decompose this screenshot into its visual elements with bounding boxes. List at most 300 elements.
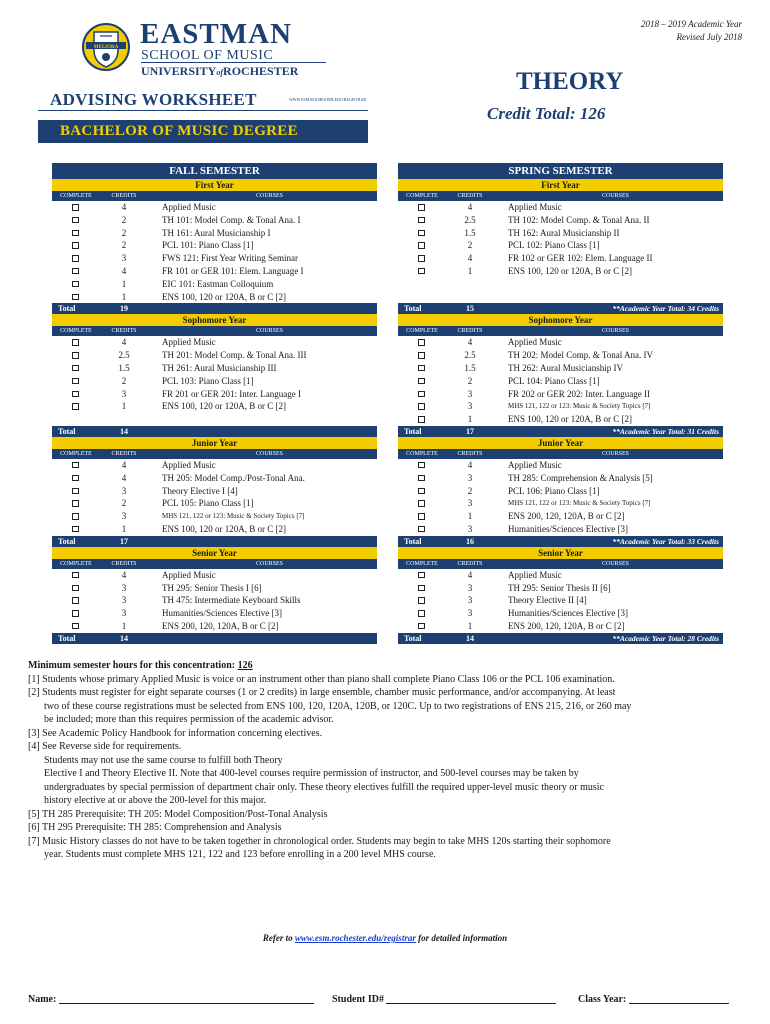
course-row [52, 413, 377, 426]
course-name: TH 101: Model Comp. & Tonal Ana. I [162, 214, 301, 225]
course-credits: 1 [121, 523, 127, 534]
course-name: ENS 100, 120 or 120A, B or C [2] [508, 265, 632, 276]
course-credits: 1 [121, 291, 127, 302]
year-total-row [398, 426, 723, 437]
complete-checkbox[interactable] [418, 623, 425, 630]
course-credits: 2 [121, 240, 127, 251]
total-label: Total [58, 304, 76, 314]
course-row [398, 252, 723, 265]
total-credits: 14 [120, 426, 128, 436]
course-row [52, 472, 377, 485]
col-courses: COURSES [601, 560, 629, 567]
col-courses: COURSES [601, 328, 629, 335]
col-credits: CREDITS [457, 328, 483, 335]
course-credits: 1.5 [464, 362, 476, 373]
course-row [398, 239, 723, 252]
course-row [398, 510, 723, 523]
course-credits: 2 [121, 214, 127, 225]
course-credits: 4 [121, 265, 127, 276]
complete-checkbox[interactable] [418, 242, 425, 249]
complete-checkbox[interactable] [72, 230, 79, 237]
course-credits: 3 [467, 498, 473, 509]
academic-year-total: **Academic Year Total: 34 Credits [612, 304, 719, 314]
course-row [52, 239, 377, 252]
course-name: ENS 200, 120, 120A, B or C [2] [508, 511, 625, 522]
course-name: PCL 106: Piano Class [1] [508, 485, 600, 496]
total-credits: 14 [120, 633, 128, 643]
course-credits: 4 [467, 337, 473, 348]
academic-year-total: **Academic Year Total: 28 Credits [612, 633, 719, 643]
course-name: TH 102: Model Comp. & Tonal Ana. II [508, 214, 650, 225]
course-name: Applied Music [508, 337, 562, 348]
column-headers [398, 191, 723, 201]
col-courses: COURSES [601, 193, 629, 199]
course-name: Applied Music [508, 569, 562, 580]
spring-semester-heading: SPRING SEMESTER [398, 163, 723, 179]
complete-checkbox[interactable] [418, 462, 425, 469]
course-credits: 3 [121, 582, 127, 593]
worksheet-url: WWW.ESM.ROCHESTER.EDU/REGISTRAR [289, 97, 367, 102]
seal-motto: MELIORA [93, 44, 119, 50]
course-name: TH 261: Aural Musicianship III [162, 362, 277, 373]
course-row [398, 375, 723, 388]
course-name: EIC 101: Eastman Colloquium [162, 278, 274, 289]
school-subtitle: SCHOOL OF MUSIC [141, 48, 274, 63]
complete-checkbox[interactable] [418, 365, 425, 372]
course-name: MHS 121, 122 or 123: Music & Society Topics [7] [162, 512, 305, 521]
course-name: Humanities/Sciences Elective [3] [508, 608, 628, 619]
complete-checkbox[interactable] [418, 585, 425, 592]
course-name: TH 201: Model Comp. & Tonal Ana. III [162, 350, 307, 361]
course-name: MHS 121, 122 or 123: Music & Society Topics [7] [508, 499, 651, 508]
course-row [398, 620, 723, 633]
course-credits: 3 [467, 401, 473, 412]
course-name: ENS 200, 120, 120A, B or C [2] [508, 620, 625, 631]
course-name: TH 475: Intermediate Keyboard Skills [162, 595, 301, 606]
complete-checkbox[interactable] [72, 294, 79, 301]
column-headers [52, 191, 377, 201]
course-row [398, 472, 723, 485]
complete-checkbox[interactable] [72, 352, 79, 359]
complete-checkbox[interactable] [418, 416, 425, 423]
col-complete: COMPLETE [406, 560, 438, 567]
col-credits: CREDITS [111, 328, 137, 335]
year-heading: Junior Year [52, 437, 377, 449]
course-row [398, 485, 723, 498]
course-row [398, 607, 723, 620]
complete-checkbox[interactable] [72, 585, 79, 592]
university-name: UNIVERSITYofROCHESTER [141, 64, 299, 78]
year-total-row [52, 426, 377, 437]
total-label: Total [58, 536, 76, 546]
major-title: THEORY [516, 68, 624, 95]
course-row [398, 569, 723, 582]
course-credits: 2.5 [464, 214, 476, 225]
course-credits: 1.5 [464, 227, 476, 238]
complete-checkbox[interactable] [72, 526, 79, 533]
course-name: PCL 101: Piano Class [1] [162, 240, 254, 251]
course-name: Applied Music [508, 459, 562, 470]
complete-checkbox[interactable] [418, 610, 425, 617]
column-headers [52, 449, 377, 459]
col-complete: COMPLETE [406, 328, 438, 335]
note-4-cont: history elective at or above the 200-level for this major. [44, 795, 267, 806]
credit-total: Credit Total: 126 [487, 104, 606, 123]
refer-line: Refer to www.esm.rochester.edu/registrar for detailed information [262, 933, 508, 943]
column-headers [52, 559, 377, 569]
col-credits: CREDITS [457, 450, 483, 457]
course-name: FR 102 or GER 102: Elem. Language II [508, 253, 653, 264]
class-year-field[interactable]: Class Year: [578, 994, 729, 1005]
complete-checkbox[interactable] [72, 572, 79, 579]
course-row [398, 594, 723, 607]
course-name: TH 285: Comprehension & Analysis [5] [508, 472, 653, 483]
col-complete: COMPLETE [60, 450, 92, 457]
course-name: Applied Music [162, 569, 216, 580]
course-row [398, 497, 723, 510]
course-row [52, 336, 377, 349]
course-row [398, 265, 723, 278]
course-credits: 3 [467, 582, 473, 593]
course-name: Applied Music [508, 202, 562, 212]
course-credits: 4 [121, 569, 127, 580]
course-credits: 1 [467, 265, 473, 276]
note-2-cont: two of these course registrations must be selected from ENS 100, 120, 120A, 120B, or 120C. Up to two registrations of ENS 215, 216, or 260 may [44, 700, 632, 712]
course-row [52, 278, 377, 291]
col-courses: COURSES [255, 560, 283, 567]
total-credits: 17 [120, 536, 128, 546]
course-row [52, 459, 377, 472]
course-row [398, 349, 723, 362]
col-complete: COMPLETE [60, 560, 92, 567]
student-id-field[interactable]: Student ID# [332, 994, 556, 1005]
course-row [398, 523, 723, 536]
course-credits: 4 [467, 253, 473, 264]
course-row [52, 375, 377, 388]
year-total-row [52, 303, 377, 314]
academic-year-total: **Academic Year Total: 33 Credits [612, 536, 719, 546]
course-row [52, 227, 377, 240]
note-2: [2] Students must register for eight separate courses (1 or 2 credits) in large ensemble, chamber music performance, and/or accompanying. At least [28, 687, 616, 698]
course-credits: 4 [467, 459, 473, 470]
complete-checkbox[interactable] [72, 623, 79, 630]
note-4: [4] See Reverse side for requirements. [28, 741, 182, 752]
course-name: FR 201 or GER 201: Inter. Language I [162, 388, 301, 399]
course-row [398, 459, 723, 472]
complete-checkbox[interactable] [72, 281, 79, 288]
note-4-cont: Elective I and Theory Elective II. Note that 400-level courses require permission of instructor, and 500-level courses may be taken by [44, 768, 579, 779]
course-name: TH 205: Model Comp./Post-Tonal Ana. [162, 472, 305, 483]
complete-checkbox[interactable] [72, 242, 79, 249]
year-heading: Sophomore Year [52, 314, 377, 326]
course-credits: 3 [121, 608, 127, 619]
complete-checkbox[interactable] [72, 513, 79, 520]
complete-checkbox[interactable] [72, 217, 79, 224]
course-credits: 3 [121, 253, 127, 264]
header-divider [141, 62, 326, 63]
course-row [52, 594, 377, 607]
column-headers [398, 326, 723, 336]
complete-checkbox[interactable] [418, 352, 425, 359]
col-credits: CREDITS [111, 560, 137, 567]
complete-checkbox[interactable] [72, 475, 79, 482]
complete-checkbox[interactable] [72, 403, 79, 410]
course-name: TH 295: Senior Thesis II [6] [508, 582, 611, 593]
complete-checkbox[interactable] [418, 526, 425, 533]
course-credits: 4 [121, 459, 127, 470]
complete-checkbox[interactable] [72, 255, 79, 262]
col-complete: COMPLETE [60, 328, 92, 335]
course-row [398, 413, 723, 426]
course-credits: 2 [121, 227, 127, 238]
course-row [398, 336, 723, 349]
course-row [52, 349, 377, 362]
course-name: Applied Music [162, 459, 216, 470]
course-name: TH 161: Aural Musicianship I [162, 227, 271, 238]
course-row [52, 497, 377, 510]
complete-checkbox[interactable] [418, 217, 425, 224]
eastman-seal-logo [80, 22, 132, 72]
course-credits: 4 [467, 202, 473, 212]
course-credits: 2 [467, 240, 473, 251]
course-credits: 1 [121, 278, 127, 289]
course-row [398, 400, 723, 413]
course-name: ENS 100, 120 or 120A, B or C [2] [162, 401, 286, 412]
course-credits: 3 [121, 595, 127, 606]
course-credits: 3 [467, 388, 473, 399]
course-row [52, 620, 377, 633]
course-credits: 1.5 [118, 362, 130, 373]
complete-checkbox[interactable] [72, 488, 79, 495]
note-2-cont: be included; more than this requires permission of the academic advisor. [44, 714, 334, 725]
complete-checkbox[interactable] [418, 403, 425, 410]
note-1: [1] Students whose primary Applied Music is voice or an instrument other than piano shall complete Piano Class 106 or the PCL 106 examination. [28, 673, 615, 685]
fall-semester-heading: FALL SEMESTER [52, 163, 377, 179]
course-credits: 1 [467, 414, 473, 425]
course-row [398, 362, 723, 375]
course-credits: 1 [121, 401, 127, 412]
year-heading: First Year [52, 179, 377, 191]
course-row [398, 291, 723, 304]
course-credits: 1 [467, 511, 473, 522]
course-row [52, 523, 377, 536]
year-heading: Sophomore Year [398, 314, 723, 326]
col-credits: CREDITS [111, 193, 137, 199]
course-row [52, 388, 377, 401]
col-courses: COURSES [255, 328, 283, 335]
col-courses: COURSES [255, 193, 283, 199]
course-credits: 1 [467, 620, 473, 631]
course-row [52, 362, 377, 375]
complete-checkbox[interactable] [418, 597, 425, 604]
course-credits: 2 [121, 498, 127, 509]
academic-year-total: **Academic Year Total: 31 Credits [612, 426, 719, 436]
year-total-row [398, 536, 723, 547]
year-total-row [52, 536, 377, 547]
total-label: Total [58, 426, 76, 436]
course-row [52, 582, 377, 595]
course-credits: 2 [121, 375, 127, 386]
course-name: PCL 103: Piano Class [1] [162, 375, 254, 386]
column-headers [398, 559, 723, 569]
col-complete: COMPLETE [406, 193, 438, 199]
col-complete: COMPLETE [60, 193, 92, 199]
complete-checkbox[interactable] [418, 230, 425, 237]
degree-banner: BACHELOR OF MUSIC DEGREE [38, 120, 368, 143]
course-credits: 2 [467, 375, 473, 386]
course-credits: 3 [467, 472, 473, 483]
spring-semester-table [398, 163, 723, 644]
course-name: FR 202 or GER 202: Inter. Language II [508, 388, 650, 399]
year-total-row [398, 303, 723, 314]
course-name: Applied Music [162, 202, 216, 212]
fall-semester-table [52, 163, 377, 644]
complete-checkbox[interactable] [72, 610, 79, 617]
course-row [52, 265, 377, 278]
complete-checkbox[interactable] [72, 500, 79, 507]
year-heading: Senior Year [398, 547, 723, 559]
complete-checkbox[interactable] [418, 572, 425, 579]
course-row [52, 291, 377, 304]
worksheet-title: ADVISING WORKSHEET [50, 90, 257, 109]
registrar-link[interactable]: www.esm.rochester.edu/registrar [294, 933, 416, 943]
note-7-cont: year. Students must complete MHS 121, 122 and 123 before enrolling in a 200 level MHS course. [44, 849, 436, 860]
course-name: ENS 100, 120 or 120A, B or C [2] [508, 414, 632, 425]
year-total-row [52, 633, 377, 644]
note-7: [7] Music History classes do not have to be taken together in chronological order. Students may begin to take MHS 120s starting their sophomore [28, 835, 611, 847]
complete-checkbox[interactable] [418, 339, 425, 346]
course-row [52, 201, 377, 214]
complete-checkbox[interactable] [72, 268, 79, 275]
course-credits: 3 [467, 595, 473, 606]
complete-checkbox[interactable] [418, 391, 425, 398]
total-credits: 17 [466, 426, 474, 436]
year-heading: Senior Year [52, 547, 377, 559]
course-row [52, 485, 377, 498]
note-4-cont: undergraduates by special permission of department chair only. These theory electives fulfill the required upper-level music theory or music [44, 781, 604, 793]
course-row [52, 510, 377, 523]
col-credits: CREDITS [457, 193, 483, 199]
complete-checkbox[interactable] [72, 378, 79, 385]
course-name: ENS 100, 120 or 120A, B or C [2] [162, 291, 286, 302]
complete-checkbox[interactable] [72, 391, 79, 398]
year-heading: Junior Year [398, 437, 723, 449]
complete-checkbox[interactable] [418, 488, 425, 495]
name-field[interactable]: Name: [28, 994, 314, 1005]
year-heading: First Year [398, 179, 723, 191]
course-name: Humanities/Sciences Elective [3] [162, 608, 282, 619]
course-credits: 4 [121, 337, 127, 348]
complete-checkbox[interactable] [72, 597, 79, 604]
complete-checkbox[interactable] [418, 475, 425, 482]
course-name: TH 162: Aural Musicianship II [508, 227, 620, 238]
total-credits: 16 [466, 536, 474, 546]
course-credits: 2.5 [464, 350, 476, 361]
course-credits: 3 [121, 388, 127, 399]
complete-checkbox[interactable] [418, 268, 425, 275]
total-label: Total [404, 633, 422, 643]
complete-checkbox[interactable] [418, 378, 425, 385]
course-name: Theory Elective I [4] [162, 485, 238, 496]
year-total-row [398, 633, 723, 644]
course-row [52, 214, 377, 227]
total-label: Total [58, 633, 76, 643]
complete-checkbox[interactable] [418, 500, 425, 507]
course-row [52, 252, 377, 265]
complete-checkbox[interactable] [418, 204, 425, 211]
col-courses: COURSES [601, 450, 629, 457]
course-name: ENS 200, 120, 120A, B or C [2] [162, 620, 279, 631]
total-label: Total [404, 426, 422, 436]
course-credits: 4 [121, 202, 127, 212]
course-credits: 3 [121, 511, 127, 522]
complete-checkbox[interactable] [72, 204, 79, 211]
course-name: FR 101 or GER 101: Elem. Language I [162, 265, 304, 276]
minimum-hours: Minimum semester hours for this concentration: 126 [28, 660, 253, 671]
course-name: TH 262: Aural Musicianship IV [508, 362, 623, 373]
course-name: PCL 105: Piano Class [1] [162, 498, 254, 509]
note-4-cont: Students may not use the same course to fulfill both Theory [44, 754, 283, 766]
course-name: PCL 102: Piano Class [1] [508, 240, 600, 251]
course-credits: 1 [121, 620, 127, 631]
total-credits: 15 [466, 304, 474, 314]
notes-section [28, 659, 744, 862]
complete-checkbox[interactable] [72, 339, 79, 346]
course-credits: 4 [121, 472, 127, 483]
col-complete: COMPLETE [406, 450, 438, 457]
complete-checkbox[interactable] [72, 462, 79, 469]
total-label: Total [404, 536, 422, 546]
course-credits: 2.5 [118, 350, 130, 361]
total-credits: 19 [120, 304, 128, 314]
course-name: MHS 121, 122 or 123: Music & Society Topics [7] [508, 402, 651, 411]
course-row [52, 569, 377, 582]
total-label: Total [404, 304, 422, 314]
course-credits: 4 [467, 569, 473, 580]
course-row [398, 388, 723, 401]
course-name: Applied Music [162, 337, 216, 348]
course-row [52, 400, 377, 413]
revised-date: Revised July 2018 [676, 32, 742, 42]
course-credits: 3 [467, 523, 473, 534]
title-divider [38, 110, 368, 111]
course-name: ENS 100, 120 or 120A, B or C [2] [162, 523, 286, 534]
course-name: FWS 121: First Year Writing Seminar [162, 253, 298, 264]
course-row [52, 607, 377, 620]
complete-checkbox[interactable] [72, 365, 79, 372]
note-3: [3] See Academic Policy Handbook for information concerning electives. [28, 727, 323, 739]
course-credits: 3 [467, 608, 473, 619]
course-name: Humanities/Sciences Elective [3] [508, 523, 628, 534]
column-headers [398, 449, 723, 459]
col-credits: CREDITS [457, 560, 483, 567]
course-row [398, 582, 723, 595]
complete-checkbox[interactable] [418, 255, 425, 262]
course-credits: 2 [467, 485, 473, 496]
school-name: EASTMAN [140, 18, 293, 50]
complete-checkbox[interactable] [418, 513, 425, 520]
course-name: TH 202: Model Comp. & Tonal Ana. IV [508, 350, 653, 361]
col-credits: CREDITS [111, 450, 137, 457]
column-headers [52, 326, 377, 336]
note-5: [5] TH 285 Prerequisite: TH 205: Model Composition/Post-Tonal Analysis [28, 808, 328, 820]
academic-year: 2018 – 2019 Academic Year [641, 19, 742, 29]
course-name: TH 295: Senior Thesis I [6] [162, 582, 262, 593]
note-6: [6] TH 295 Prerequisite: TH 285: Comprehension and Analysis [28, 822, 282, 833]
course-row [398, 227, 723, 240]
col-courses: COURSES [255, 450, 283, 457]
course-row [398, 278, 723, 291]
